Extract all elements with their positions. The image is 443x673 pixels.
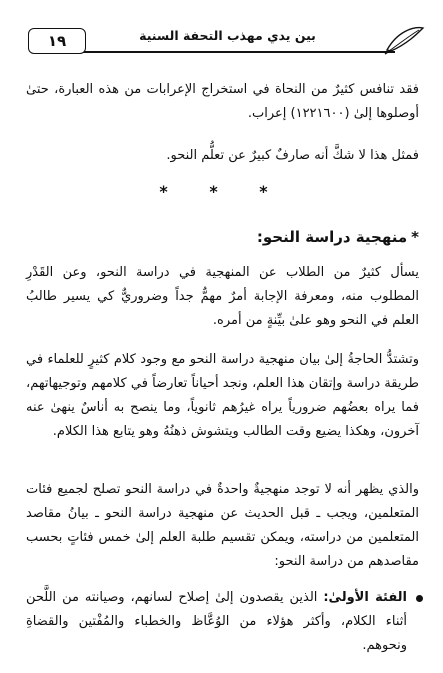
list-item-text: [26, 586, 419, 658]
page-number: ١٩: [28, 28, 86, 54]
list-item: [26, 586, 419, 658]
paragraph-1: فقد تنافس كثيرٌ من النحاة في استخراج الإعرابات من هذه العبارة، حتىٰ أوصلوها إلىٰ (١٢٢١٦٠٠) إعراب.: [26, 82, 419, 121]
quill-icon: [383, 24, 425, 56]
paragraph-5: والذي يظهر أنه لا توجد منهجيةٌ واحدةٌ في دراسة النحو تصلح لجميع فئات المتعلمين، ويجب ـ قبل الحديث عن منهجية دراسة النحو ـ بيانُ مقاصد المتعلمين من دراسته، ويمكن تقسيم طلبة العلم إلىٰ خمس فئاتٍ بحسب مقاصدهم من دراسة النحو:: [26, 482, 419, 569]
heading-text: منهجية دراسة النحو:: [256, 228, 408, 246]
list-item-body: الذين يقصدون إلىٰ إصلاح لسانهم، وصيانته من اللَّحن أثناء الكلام، وأكثر هؤلاء من الوُعَّاظ والخطباء والمُفْتين والقضاةِ ونحوهم.: [26, 590, 407, 653]
heading-star: *: [411, 228, 419, 246]
paragraph-3: يسأل كثيرٌ من الطلاب عن المنهجية في دراسة النحو، وعن القَدْرِ المطلوب منه، ومعرفة الإجابة أمرٌ مهمٌّ جداً وضروريٌّ كي يسير طالبُ العلم في النحو وهو علىٰ بيِّنةٍ من أمره.: [26, 265, 419, 328]
section-separator: * * *: [159, 182, 286, 201]
header-rule: [82, 51, 395, 53]
section-heading: [257, 228, 419, 246]
page-header: [20, 24, 425, 60]
bullet-icon: [416, 595, 423, 602]
paragraph-4: وتشتدُّ الحاجةُ إلىٰ بيان منهجية دراسة النحو مع وجود كلام كثيرٍ للعلماء في طريقة دراسة وإتقان هذا العلم، ونجد أحياناً تعارضاً في كلامهم وتوجيهاتهم، فما يراه بعضُهم ضرورياً يراه غيرُهم ثانوياً، وما ينصح به أناسٌ ينهىٰ عنه آخرون، وهكذا يضيع وقت الطالب ويتشوش ذهنُهُ وهو يتابع هذا الكلام.: [26, 352, 419, 439]
running-title: بين يدي مهذب التحفة السنية: [139, 28, 316, 43]
paragraph-2: فمثل هذا لا شكَّ أنه صارفٌ كبيرٌ عن تعلُّم النحو.: [166, 148, 419, 163]
list-item-label: الفئة الأولىٰ:: [323, 590, 408, 605]
